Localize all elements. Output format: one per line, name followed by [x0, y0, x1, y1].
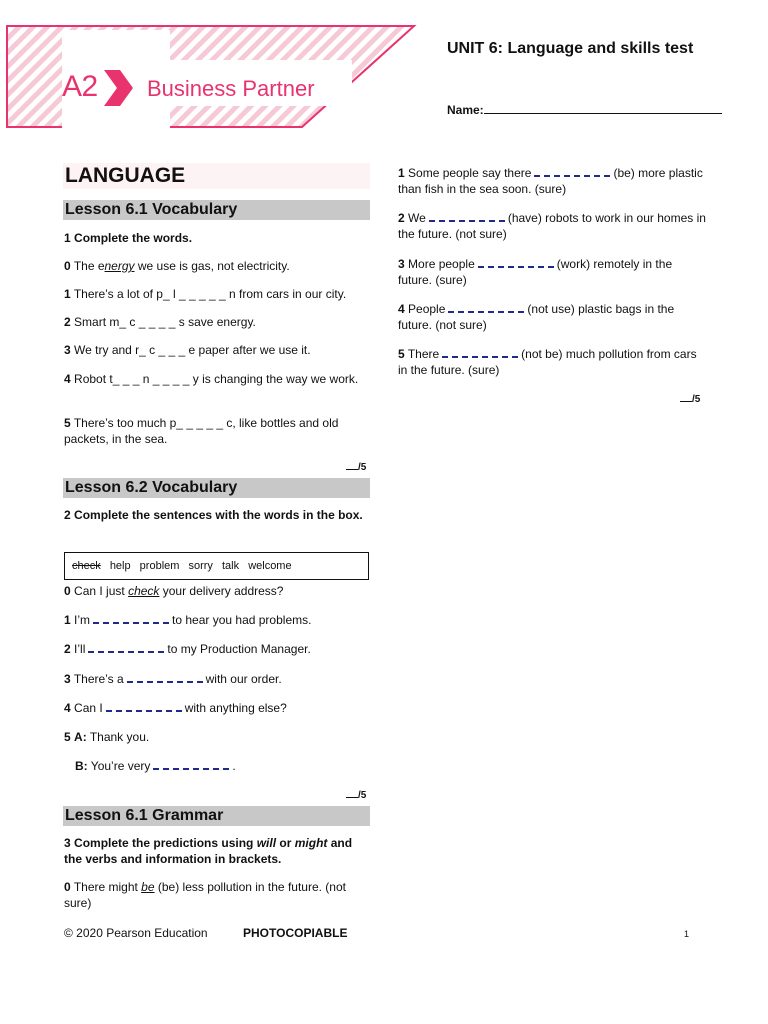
grammar-item-4: 4 People (not use) plastic bags in the future. (not sure)	[398, 302, 675, 332]
section-title: LANGUAGE	[63, 163, 370, 189]
score-2: /5	[346, 788, 366, 801]
grammar-item-1: 1 Some people say there (be) more plastic than fish in the sea soon. (sure)	[398, 166, 703, 196]
name-label: Name:	[447, 103, 484, 117]
score-1: /5	[346, 460, 366, 473]
vocab2-item-4: 4 Can I with anything else?	[64, 701, 287, 715]
score-3: /5	[680, 392, 700, 405]
lesson-61-vocab-title: Lesson 6.1 Vocabulary	[63, 200, 370, 220]
vocab1-item-5[interactable]: 5 There’s too much p_ _ _ _ _ c, like bottles and old packets, in the sea.	[64, 416, 339, 446]
logo-name: Business Partner	[147, 76, 315, 101]
word-box-word: help	[109, 560, 131, 572]
vocab1-item-2[interactable]: 2 Smart m_ c _ _ _ _ s save energy.	[64, 315, 256, 329]
vocab2-item-1: 1 I’m to hear you had problems.	[64, 613, 312, 627]
answer-blank[interactable]	[88, 640, 164, 653]
answer-blank[interactable]	[127, 670, 203, 683]
answer-blank[interactable]	[153, 757, 229, 770]
instruction-3: 3 Complete the predictions using will or might and the verbs and information in brackets.	[64, 836, 353, 866]
word-box	[64, 552, 369, 580]
grammar-item-2: 2 We (have) robots to work in our homes in the future. (not sure)	[398, 211, 706, 241]
word-box-word: talk	[222, 560, 240, 572]
vocab2-item-3: 3 There’s a with our order.	[64, 672, 282, 686]
vocab1-item-1[interactable]: 1 There’s a lot of p_ l _ _ _ _ _ n from cars in our city.	[64, 287, 347, 301]
grammar-item-3: 3 More people (work) remotely in the future. (sure)	[398, 257, 673, 287]
vocab2-item-5b: B: You’re very .	[75, 759, 236, 773]
instruction-1: 1 Complete the words.	[64, 231, 193, 245]
answer-blank[interactable]	[534, 164, 610, 177]
word-box-word: sorry	[188, 560, 213, 572]
vocab1-item-0: 0 The energy we use is gas, not electricity.	[64, 259, 290, 273]
photocopiable-label: PHOTOCOPIABLE	[243, 926, 348, 940]
answer-blank[interactable]	[478, 255, 554, 268]
grammar-item-5: 5 There (not be) much pollution from cars in the future. (sure)	[398, 347, 697, 377]
answer-blank[interactable]	[442, 345, 518, 358]
logo-banner	[0, 0, 420, 132]
answer-blank[interactable]	[448, 300, 524, 313]
logo-level: A2	[62, 70, 98, 103]
vocab2-item-5: 5 A: Thank you.	[64, 730, 150, 744]
answer-blank[interactable]	[106, 699, 182, 712]
vocab1-item-3[interactable]: 3 We try and r_ c _ _ _ e paper after we use it.	[64, 343, 311, 357]
lesson-61-grammar-title: Lesson 6.1 Grammar	[63, 806, 370, 826]
instruction-2: 2 Complete the sentences with the words in the box.	[64, 508, 363, 522]
answer-blank[interactable]	[429, 209, 505, 222]
name-field[interactable]	[447, 102, 722, 117]
vocab1-item-4[interactable]: 4 Robot t_ _ _ n _ _ _ _ y is changing the way we work.	[64, 372, 359, 386]
word-box-word: check	[72, 560, 101, 572]
word-box-word: welcome	[248, 560, 292, 572]
lesson-62-vocab-title: Lesson 6.2 Vocabulary	[63, 478, 370, 498]
answer-blank[interactable]	[93, 611, 169, 624]
vocab2-item-0: 0 Can I just check your delivery address?	[64, 584, 284, 598]
vocab2-item-2: 2 I’ll to my Production Manager.	[64, 642, 311, 656]
word-box-word: problem	[139, 560, 180, 572]
unit-title: UNIT 6: Language and skills test	[447, 40, 694, 57]
grammar-item-0: 0 There might be (be) less pollution in the future. (not sure)	[64, 880, 346, 910]
copyright: © 2020 Pearson Education	[64, 926, 208, 940]
page-number: 1	[684, 929, 690, 939]
